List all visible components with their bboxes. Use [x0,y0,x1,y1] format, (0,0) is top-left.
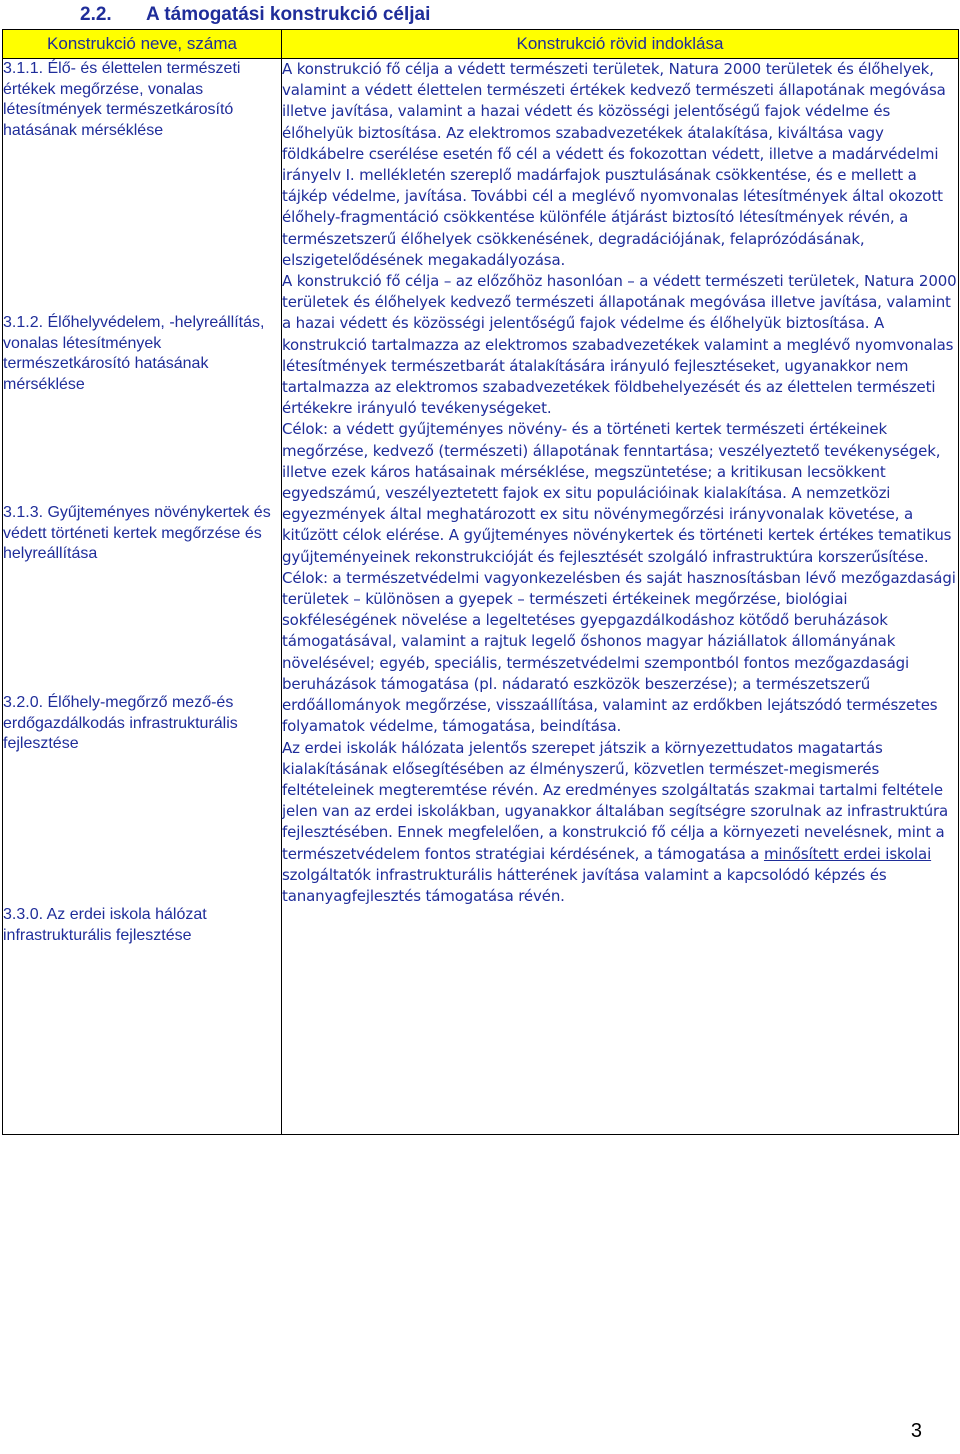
section-number: 2.2. [80,4,112,25]
justification-3-1-2: A konstrukció fő célja – az előzőhöz hasonlóan – a védett természeti területek, Natura 2000 területek és élőhelyek kedvező természeti állapotának megóvása illetve javítása, valamint a hazai védett és közösségi jelentőségű fajok védelme és élőhelyük biztosítása. A konstrukció tartalmazza az elektromos szabadvezetékek valamint a meglévő nyomvonalas létesítmények természetbarát átalakítására irányuló fejlesztéseket, ugyanakkor nem tartalmazza az elektromos szabadvezetékek földbehelyezését és az élettelen természeti értékekre irányuló tevékenységeket. [282,272,957,418]
construction-name-3-1-3: 3.1.3. Gyűjteményes növénykertek és védett történeti kertek megőrzése és helyreállítása [3,504,271,563]
construction-justification-column [282,59,959,1135]
header-construction-justification: Konstrukció rövid indoklása [282,30,959,59]
justification-3-3-0-part2: szolgáltatók infrastrukturális hátterének javítása valamint a kapcsolódó képzés és tananyagfejlesztés támogatása révén. [282,865,887,905]
construction-name-3-1-2: 3.1.2. Élőhelyvédelem, -helyreállítás, vonalas létesítmények természetkárosító hatásának mérséklése [3,314,265,393]
justification-3-1-1: A konstrukció fő célja a védett természeti területek, Natura 2000 területek és élőhelyek, valamint a védett élettelen természeti értékek kedvező természeti állapotának megóvása illetve javítása, valamint a hazai védett és közösségi jelentőségű fajok védelme és élőhelyük biztosítása. Az elektromos szabadvezetékek átalakítása, kiváltása vagy földkábelre cserélése esetén fő cél a védett és fokozottan védett, illetve a madárvédelmi irányelv I. mellékletén szereplő madárfajok pusztulásának csökkentése, és e mellett a tájkép védelme, javítása. További cél a meglévő nyomvonalas létesítmények által okozott élőhely-fragmentáció csökkentése különféle átjárást biztosító létesítmények révén, a természetszerű élőhelyek csökkenésének, degradációjának, felaprózódásának, elszigetelődésének megakadályozása. [282,60,946,269]
justification-3-3-0 [282,738,958,908]
justification-3-2-0: Célok: a természetvédelmi vagyonkezelésben és saját hasznosításban lévő mezőgazdasági területek – különösen a gyepek – természeti értékeinek megőrzése, biológiai sokféleségének növelése a legeltetéses gyepgazdálkodáshoz kötődő beruházások támogatásával, valamint a rajtuk legelő őshonos magyar háziállatok állományának növelésével; egyéb, speciális, természetvédelmi szempontból fontos mezőgazdasági beruházások támogatása (pl. nádarató eszközök beszerzése); a természetszerű erdőállományok megőrzése, visszaállítása, valamint az erdőkben lejátszódó természetes folyamatok védelme, támogatása, beindítása. [282,568,956,736]
construction-names-column [3,59,282,1135]
section-title: A támogatási konstrukció céljai [146,4,431,25]
page-number: 3 [910,1420,922,1442]
justification-3-1-3: Célok: a védett gyűjteményes növény- és a történeti kertek természeti értékeinek megőrzése, kedvező (természeti) állapotának fenntartása; veszélyeztető tevékenységek, illetve ezek káros hatásainak mérséklése, megszüntetése; a kritikusan lecsökkent egyedszámú, veszélyeztetett fajok ex situ populációinak kialakítása. A nemzetközi egyezmények által meghatározott ex situ növénymegőrzési irányvonalak követése, a kitűzött célok elérése. A gyűjteményes növénykertek és történeti kertek értékes tematikus gyűjteményeinek rekonstrukcióját és fejlesztését szolgáló infrastruktúra korszerűsítése. [282,420,952,566]
construction-name-3-2-0: 3.2.0. Élőhely-megőrző mező-és erdőgazdálkodás infrastrukturális fejlesztése [3,694,238,753]
header-construction-name: Konstrukció neve, száma [3,30,282,59]
qualified-forest-school-link[interactable]: minősített erdei iskolai [763,844,932,863]
construction-name-3-1-1: 3.1.1. Élő- és élettelen természeti értékek megőrzése, vonalas létesítmények természetkárosító hatásának mérséklése [3,60,241,139]
justification-3-3-0-part1: Az erdei iskolák hálózata jelentős szerepet játszik a környezettudatos magatartás kialakításának elősegítésében az élményszerű, közvetlen természet-megismerés feltételeinek megteremtése révén. Az eredményes szolgáltatás szakmai tartalmi feltétele jelen van az erdei iskolákban, ugyanakkor általában segítségre szorulnak az infrastruktúra fejlesztésében. Ennek megfelelően, a konstrukció fő célja a környezeti nevelésnek, mint a természetvédelem fontos stratégiai kérdésének, a támogatása a [282,738,949,863]
table-row [3,59,959,1135]
construction-table [2,29,959,1135]
construction-name-3-3-0: 3.3.0. Az erdei iskola hálózat infrastrukturális fejlesztése [3,906,207,944]
table-header-row [3,30,959,59]
section-heading [80,2,430,28]
